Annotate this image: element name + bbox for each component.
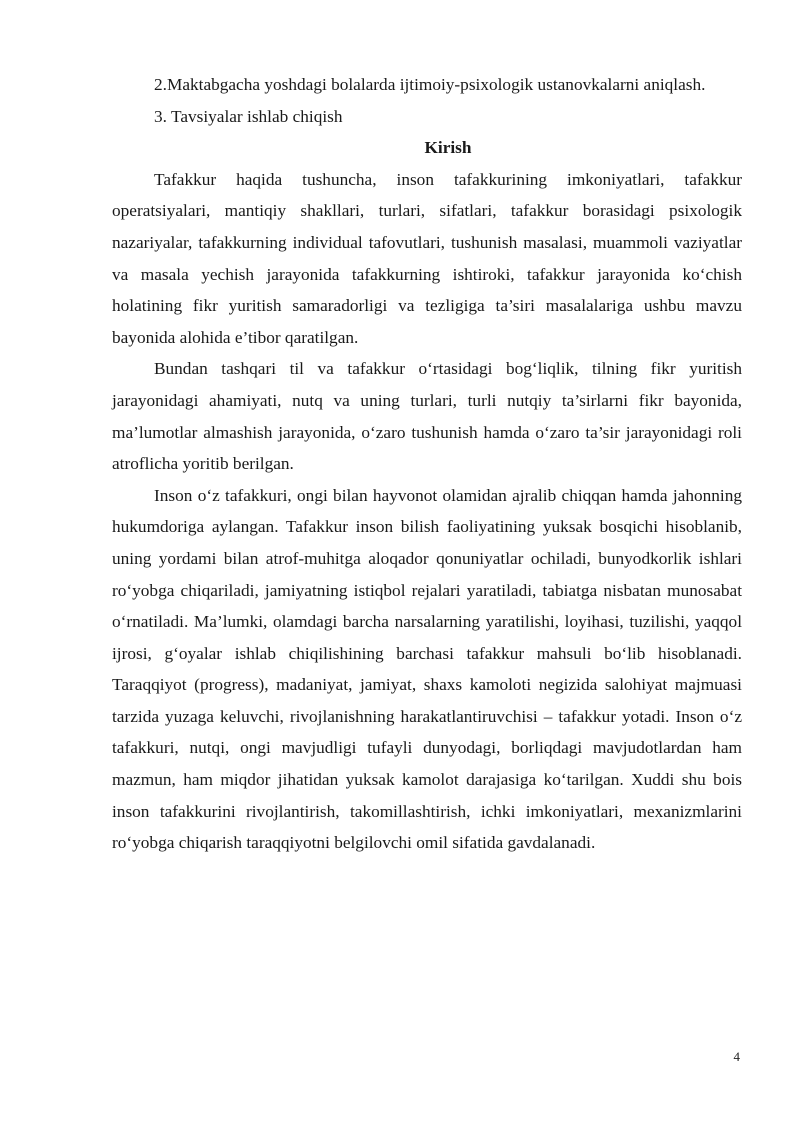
document-page	[112, 69, 742, 859]
page-number: 4	[733, 1049, 740, 1064]
section-heading: Kirish	[424, 138, 472, 158]
paragraph-1: Tafakkur haqida tushuncha, inson tafakkurining imkoniyatlari, tafakkur operatsiyalari, mantiqiy shakllari, turlari, sifatlari, tafakkur borasidagi psixologik nazariyalar, tafakkurning individual tafovutlari, tushunish masalasi, muammoli vaziyatlar va masala yechish jarayonida tafakkurning ishtiroki, tafakkur jarayonida ko‘chish holatining fikr yuritish samaradorligi va tezligiga ta’siri masalalariga ushbu mavzu bayonida alohida e’tibor qaratilgan.	[112, 169, 742, 347]
paragraph-3: Inson o‘z tafakkuri, ongi bilan hayvonot olamidan ajralib chiqqan hamda jahonning hukumdoriga aylangan. Tafakkur inson bilish faoliyatining yuksak bosqichi hisoblanib, uning yordami bilan atrof-muhitga aloqador qonuniyatlar ochiladi, bunyodkorlik ishlari ro‘yobga chiqariladi, jamiyatning istiqbol rejalari yaratiladi, tabiatga nisbatan munosabat o‘rnatiladi. Ma’lumki, olamdagi barcha narsalarning yaratilishi, loyihasi, tuzilishi, yaqqol ijrosi, g‘oyalar ishlab chiqilishining barchasi tafakkur mahsuli bo‘lib hisoblanadi. Taraqqiyot (progress), madaniyat, jamiyat, shaxs kamoloti negizida salohiyat majmuasi tarzida yuzaga keluvchi, rivojlanishning harakatlantiruvchisi – tafakkur yotadi. Inson o‘z tafakkuri, nutqi, ongi mavjudligi tufayli dunyodagi, borliqdagi mavjudotlardan ham mazmun, ham miqdor jihatidan yuksak kamolot darajasiga ko‘tarilgan. Xuddi shu bois inson tafakkurini rivojlantirish, takomillashtirish, ichki imkoniyatlari, mexanizmlarini ro‘yobga chiqarish taraqqiyotni belgilovchi omil sifatida gavdalanadi.	[112, 485, 742, 853]
list-item-2: 2.Maktabgacha yoshdagi bolalarda ijtimoiy-psixologik ustanovkalarni aniqlash.	[154, 75, 706, 94]
list-item-3: 3. Tavsiyalar ishlab chiqish	[154, 106, 343, 126]
paragraph-2: Bundan tashqari til va tafakkur o‘rtasidagi bog‘liqlik, tilning fikr yuritish jarayonidagi ahamiyati, nutq va uning turlari, turli nutqiy ta’sirlarni fikr bayonida, ma’lumotlar almashish jarayonida, o‘zaro tushunish hamda o‘zaro ta’sir jarayonidagi roli atroflicha yoritib berilgan.	[112, 359, 742, 474]
